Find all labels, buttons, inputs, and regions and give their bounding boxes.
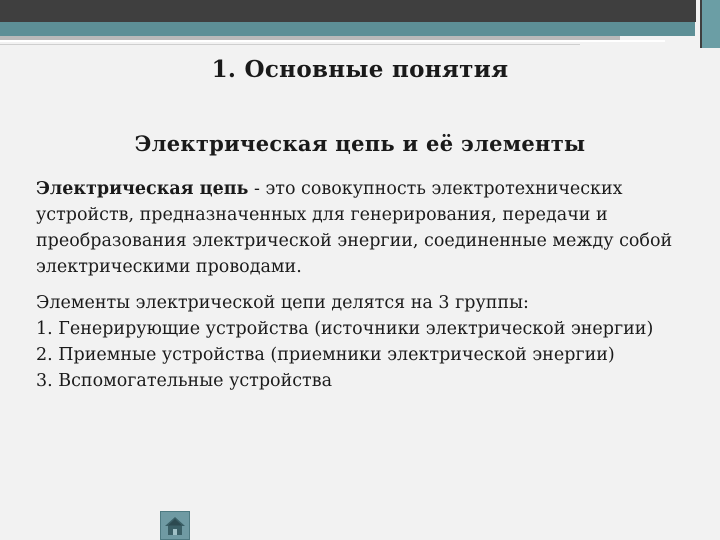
- definition-paragraph: [36, 176, 696, 280]
- header-band-teal: [0, 22, 695, 36]
- definition-term: Электрическая цепь: [36, 179, 249, 199]
- group-item: 3. Вспомогательные устройства: [36, 371, 333, 391]
- groups-list: [36, 290, 696, 394]
- groups-intro: Элементы электрической цепи делятся на 3 группы:: [36, 293, 529, 313]
- home-icon: [164, 515, 186, 537]
- definition-text: - это совокупность электротехнических устройств, предназначенных для генерирования, передачи и преобразования электрической энергии, соединенные между собой электрическими проводами.: [36, 179, 673, 277]
- group-item: 1. Генерирующие устройства (источники электрической энергии): [36, 319, 654, 339]
- slide-content: [36, 176, 696, 394]
- home-button[interactable]: [160, 511, 190, 540]
- slide-subtitle: Электрическая цепь и её элементы: [134, 131, 586, 156]
- group-item: 2. Приемные устройства (приемники электрической энергии): [36, 345, 615, 365]
- corner-decoration: [696, 0, 720, 48]
- header-divider-line: [0, 40, 665, 42]
- header-thin-line: [0, 44, 580, 45]
- header-band-dark: [0, 0, 720, 22]
- slide-title: 1. Основные понятия: [211, 56, 509, 83]
